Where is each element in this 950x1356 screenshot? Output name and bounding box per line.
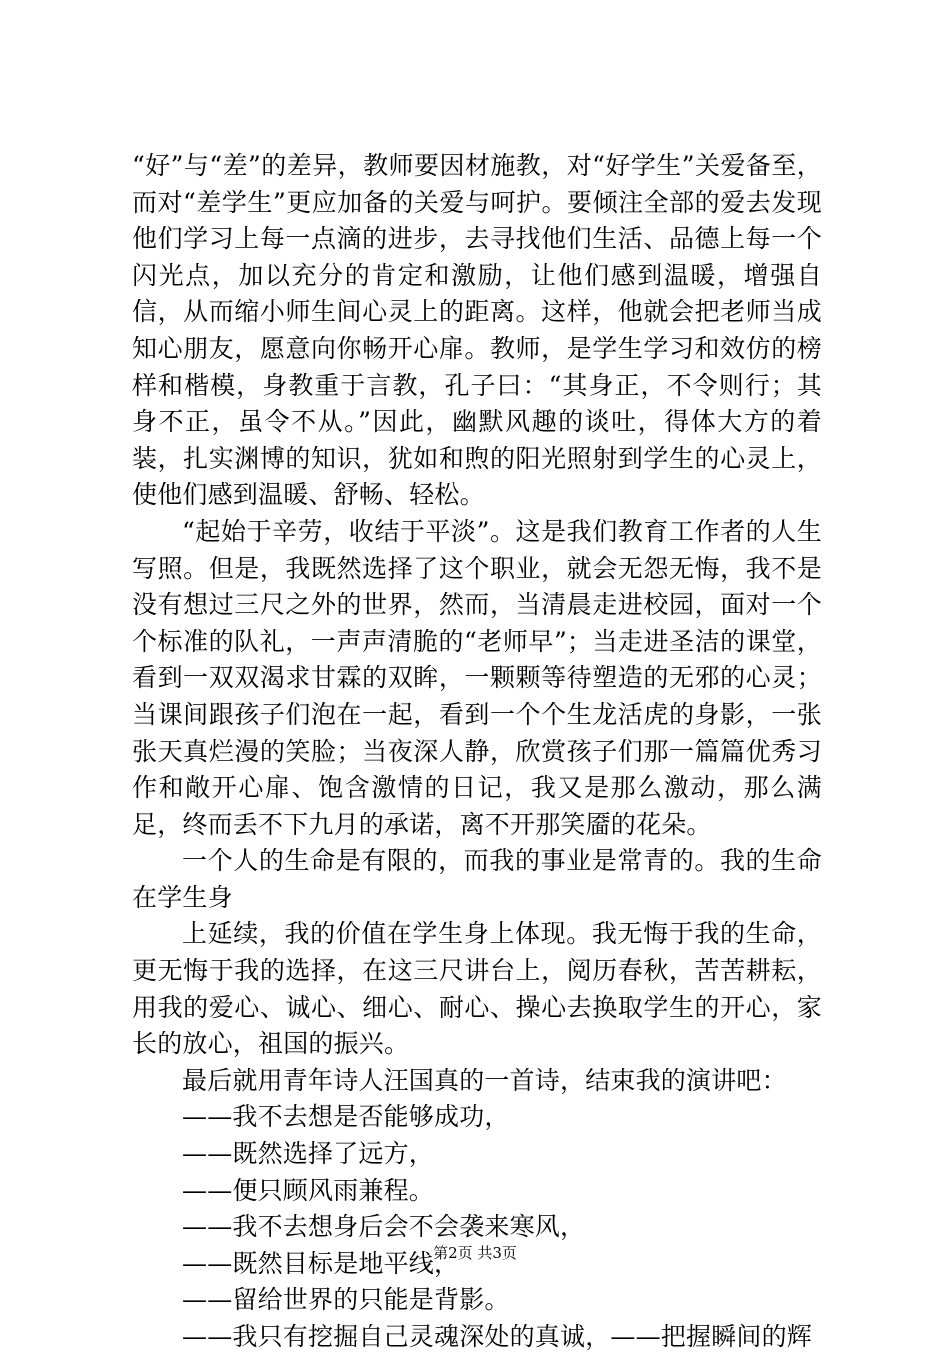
poem-line-2: ——既然选择了远方，	[182, 1139, 435, 1169]
poem-line-3: ——便只顾风雨兼程。	[182, 1175, 435, 1205]
paragraph-4: 上延续，我的价值在学生身上体现。我无悔于我的生命，更无悔于我的选择，在这三尺讲台上，阅历春秋，苦苦耕耘，用我的爱心、诚心、细心、耐心、操心去换取学生的开心，家长的放心，祖国的振兴。	[132, 919, 822, 1059]
poem-line-1: ——我不去想是否能够成功，	[182, 1102, 510, 1132]
paragraph-5: 最后就用青年诗人汪国真的一首诗，结束我的演讲吧：	[182, 1065, 787, 1095]
document-body	[132, 148, 822, 1356]
poem-line-4: ——我不去想身后会不会袭来寒风，	[182, 1212, 586, 1242]
paragraph-2: “起始于辛劳，收结于平淡”。这是我们教育工作者的人生写照。但是，我既然选择了这个职业，就会无怨无悔，我不是没有想过三尺之外的世界，然而，当清晨走进校园，面对一个个标准的队礼，一声声清脆的“老师早”；当走进圣洁的课堂，看到一双双渴求甘霖的双眸，一颗颗等待塑造的无邪的心灵；当课间跟孩子们泡在一起，看到一个个生龙活虎的身影，一张张天真烂漫的笑脸；当夜深人静，欣赏孩子们那一篇篇优秀习作和敞开心扉、饱含激情的日记，我又是那么激动，那么满足，终而丢不下九月的承诺，离不开那笑靥的花朵。	[132, 516, 822, 839]
poem-line-7: ——我只有挖掘自己灵魂深处的真诚，——把握瞬间的辉	[182, 1322, 813, 1351]
page-footer	[0, 1242, 950, 1263]
poem-line-5: ——既然目标是地平线，	[182, 1248, 460, 1278]
paragraph-3: 一个人的生命是有限的，而我的事业是常青的。我的生命在学生身	[132, 846, 822, 912]
poem-line-6: ——留给世界的只能是背影。	[182, 1285, 510, 1315]
page-number-label: 第2页 共3页	[433, 1244, 517, 1262]
paragraph-1: “好”与“差”的差异，教师要因材施教，对“好学生”关爱备至，而对“差学生”更应加备的关爱与呵护。要倾注全部的爱去发现他们学习上每一点滴的进步，去寻找他们生活、品德上每一个闪光点，加以充分的肯定和激励，让他们感到温暖，增强自信，从而缩小师生间心灵上的距离。这样，他就会把老师当成知心朋友，愿意向你畅开心扉。教师，是学生学习和效仿的榜样和楷模，身教重于言教，孔子曰：“其身正，不令则行；其身不正，虽令不从。”因此，幽默风趣的谈吐，得体大方的着装，扎实渊博的知识，犹如和煦的阳光照射到学生的心灵上，使他们感到温暖、舒畅、轻松。	[132, 151, 822, 510]
